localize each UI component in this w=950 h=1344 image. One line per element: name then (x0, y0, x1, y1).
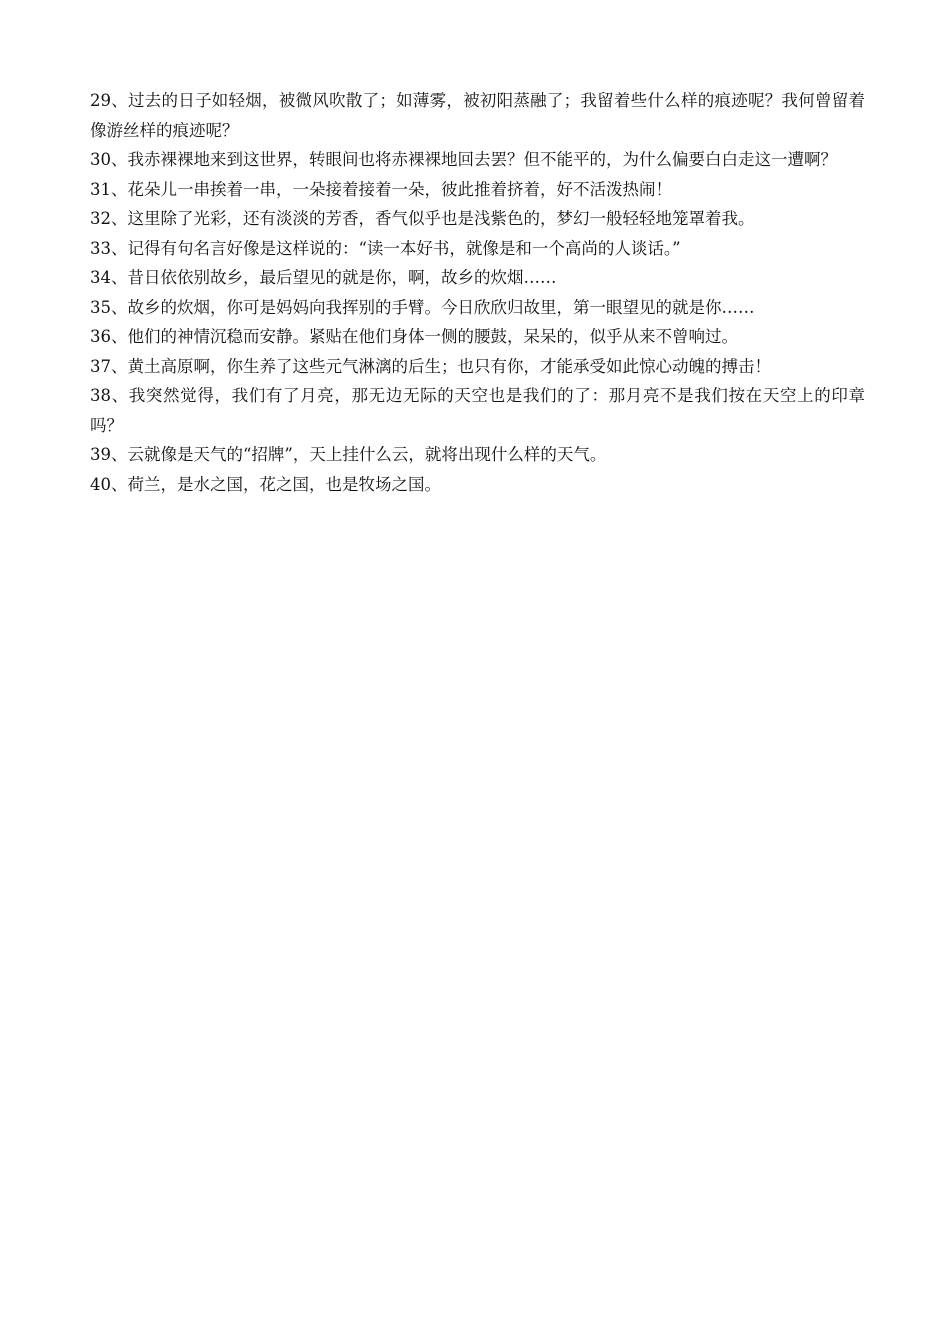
sentence-33: 33、记得有句名言好像是这样说的：“读一本好书，就像是和一个高尚的人谈话。” (90, 238, 681, 258)
document-body (90, 86, 865, 499)
sentence-29: 29、过去的日子如轻烟，被微风吹散了；如薄雾，被初阳蒸融了；我留着些什么样的痕迹呢？我何曾留着像游丝样的痕迹呢？ (90, 91, 865, 140)
sentence-37: 37、黄土高原啊，你生养了这些元气淋漓的后生；也只有你，才能承受如此惊心动魄的搏击！ (90, 356, 771, 376)
sentence-31: 31、花朵儿一串挨着一串，一朵接着接着一朵，彼此推着挤着，好不活泼热闹！ (90, 179, 672, 199)
sentence-35: 35、故乡的炊烟，你可是妈妈向我挥别的手臂。今日欣欣归故里，第一眼望见的就是你…… (90, 297, 755, 317)
sentence-40: 40、荷兰，是水之国，花之国，也是牧场之国。 (90, 474, 441, 494)
sentence-38: 38、我突然觉得，我们有了月亮，那无边无际的天空也是我们的了：那月亮不是我们按在天空上的印章吗？ (90, 386, 865, 435)
sentence-32: 32、这里除了光彩，还有淡淡的芳香，香气似乎也是浅紫色的，梦幻一般轻轻地笼罩着我。 (90, 209, 755, 228)
sentence-39: 39、云就像是天气的“招牌”，天上挂什么云，就将出现什么样的天气。 (90, 445, 607, 464)
sentence-30: 30、我赤裸裸地来到这世界，转眼间也将赤裸裸地回去罢？但不能平的，为什么偏要白白走这一遭啊？ (90, 150, 837, 169)
sentence-34: 34、昔日依依别故乡，最后望见的就是你，啊，故乡的炊烟…… (90, 268, 557, 287)
sentence-36: 36、他们的神情沉稳而安静。紧贴在他们身体一侧的腰鼓，呆呆的，似乎从来不曾响过。 (90, 327, 738, 346)
